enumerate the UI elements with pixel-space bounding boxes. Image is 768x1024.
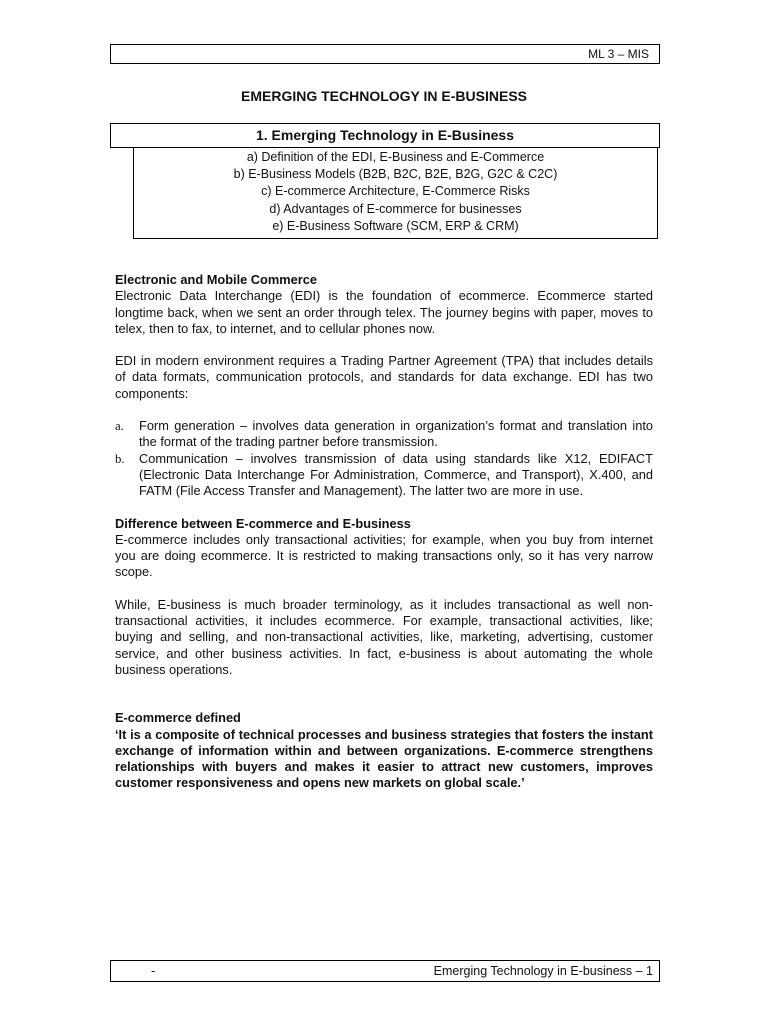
toc-heading: 1. Emerging Technology in E-Business [110, 123, 660, 148]
toc-item: c) E-commerce Architecture, E-Commerce Risks [261, 184, 530, 199]
toc-item: b) E-Business Models (B2B, B2C, B2E, B2G, G2C & C2C) [233, 167, 558, 182]
footer-text: Emerging Technology in E-business – 1 [433, 964, 653, 978]
section-heading-difference: Difference between E-commerce and E-business [115, 515, 411, 531]
paragraph-edi-intro: Electronic Data Interchange (EDI) is the foundation of ecommerce. Ecommerce started longtime back, when we sent an order through telex. The journey begins with paper, moves to telex, then to fax, to internet, and to cellular phones now. [115, 288, 653, 336]
list-item [115, 418, 653, 451]
toc-item: d) Advantages of E-commerce for businesses [269, 201, 522, 216]
list-marker: b. [115, 451, 125, 466]
edi-components-list [115, 418, 653, 499]
module-code: ML 3 – MIS [588, 47, 649, 61]
definition-quote: ‘It is a composite of technical processes and business strategies that fosters the instant exchange of information within and between organizations. E-commerce strengthens relationships with buyers and makes it easier to attract new customers, improves customer responsiveness and opens new markets on global scale.’ [115, 726, 653, 791]
list-marker: a. [115, 419, 124, 434]
page-title: EMERGING TECHNOLOGY IN E-BUSINESS [241, 88, 527, 104]
body-content [115, 272, 653, 792]
list-item-text: Form generation – involves data generation in organization’s format and translation into the format of the trading partner before transmission. [139, 418, 653, 450]
list-item-text: Communication – involves transmission of data using standards like X12, EDIFACT (Electronic Data Interchange For Administration, Commerce, and Transport), X.400, and FATM (File Access Transfer and Management). The latter two are more in use. [139, 450, 653, 499]
toc-item: a) Definition of the EDI, E-Business and E-Commerce [246, 150, 545, 164]
toc-list [133, 147, 658, 239]
section-heading-definition: E-commerce defined [115, 710, 241, 726]
page-header-box [110, 44, 660, 64]
section-heading-electronic-commerce: Electronic and Mobile Commerce [115, 272, 317, 287]
toc-item: e) E-Business Software (SCM, ERP & CRM) [272, 218, 519, 233]
list-item [115, 451, 653, 500]
paragraph-edi-tpa: EDI in modern environment requires a Trading Partner Agreement (TPA) that includes details of data formats, communication protocols, and standards for data exchange. EDI has two components: [115, 353, 653, 401]
footer-dash: - [151, 964, 156, 978]
paragraph-ebusiness-scope: While, E-business is much broader terminology, as it includes transactional as well non-transactional activities, it includes ecommerce. For example, transactional activities, like; buying and selling, and non-transactional activities, like, marketing, advertising, customer service, and other business activities. In fact, e-business is about automating the whole business operations. [115, 596, 653, 677]
page-footer-box [110, 960, 660, 982]
paragraph-ecommerce-scope: E-commerce includes only transactional activities; for example, when you buy from internet you are doing ecommerce. It is restricted to making transactions only, so it has very narrow scope. [115, 531, 653, 580]
